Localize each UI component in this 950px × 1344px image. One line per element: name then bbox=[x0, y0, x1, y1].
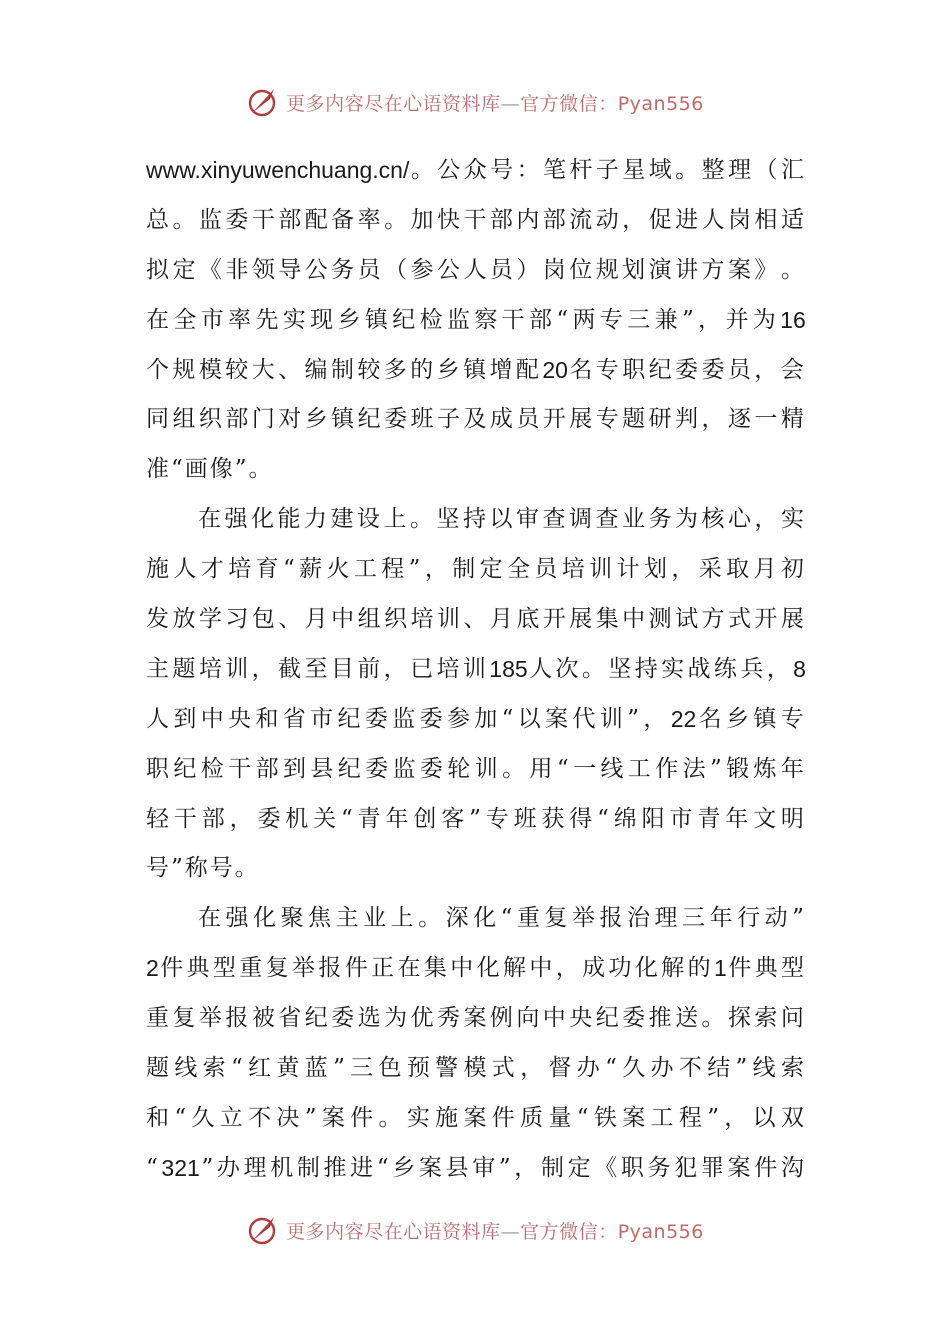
text-line: 重 复 举 报 被 省 纪 委 选 为 优 秀 案 例 向 中 央 纪 委 推 送 。 探 索 问 bbox=[146, 1005, 806, 1032]
text-line: 在 强 化 聚 焦 主 业 上 。 深 化 “ 重 复 举 报 治 理 三 年 行 动 ” bbox=[198, 905, 806, 932]
text-line: 在 全 市 率 先 实 现 乡 镇 纪 检 监 察 干 部 “ 两 专 三 兼 ” ， 并 为 16 bbox=[146, 306, 806, 333]
text-line: www.xinyuwenchuang.cn/ 。 公 众 号 ： 笔 杆 子 星 域 。 整 理 （ 汇 bbox=[146, 157, 806, 183]
text-line: 号 ” 称 号 。 bbox=[146, 855, 260, 882]
banner-title: 更多内容尽在心语资料库 bbox=[286, 92, 501, 115]
text-line: 发 放 学 习 包 、 月 中 组 织 培 训 、 月 底 开 展 集 中 测 试 方 式 开 展 bbox=[146, 606, 806, 633]
text-line: 题 线 索 “ 红 黄 蓝 ” 三 色 预 警 模 式 ， 督 办 “ 久 办 不 结 ” 线 索 bbox=[146, 1055, 806, 1082]
quill-logo-icon bbox=[246, 85, 280, 119]
text-line: “ 321 ” 办 理 机 制 推 进 “ 乡 案 县 审 ” ， 制 定 《 职 务 犯 罪 案 件 沟 bbox=[146, 1154, 806, 1181]
text-line: 拟 定 《 非 领 导 公 务 员 （ 参 公 人 员 ） 岗 位 规 划 演 讲 方 案 》 。 bbox=[146, 256, 806, 283]
text-line: 同 组 织 部 门 对 乡 镇 纪 委 班 子 及 成 员 开 展 专 题 研 判 ， 逐 一 精 bbox=[146, 406, 806, 433]
banner-wechat-id: Pyan556 bbox=[617, 92, 704, 115]
text-line: 人 到 中 央 和 省 市 纪 委 监 委 参 加 “ 以 案 代 训 ” ， 22 名 乡 镇 专 bbox=[146, 705, 806, 732]
footer-watermark-text bbox=[286, 1217, 704, 1244]
text-line: 主 题 培 训 ， 截 至 目 前 ， 已 培 训 185 人 次 。 坚 持 实 战 练 兵 ， 8 bbox=[146, 655, 806, 682]
text-line: 轻 干 部 ， 委 机 关 “ 青 年 创 客 ” 专 班 获 得 “ 绵 阳 市 青 年 文 明 bbox=[146, 805, 806, 832]
banner-suffix: 官方微信： bbox=[520, 1220, 618, 1243]
header-watermark-banner bbox=[0, 82, 950, 122]
text-line: 施 人 才 培 育 “ 薪 火 工 程 ” ， 制 定 全 员 培 训 计 划 ， 采 取 月 初 bbox=[146, 556, 806, 583]
banner-separator: — bbox=[500, 1220, 521, 1243]
header-watermark-text bbox=[286, 89, 704, 116]
text-line: 和 “ 久 立 不 决 ” 案 件 。 实 施 案 件 质 量 “ 铁 案 工 程 ” ， 以 双 bbox=[146, 1104, 806, 1131]
quill-logo-icon bbox=[246, 1213, 280, 1247]
banner-suffix: 官方微信： bbox=[520, 92, 618, 115]
banner-title: 更多内容尽在心语资料库 bbox=[286, 1220, 501, 1243]
banner-wechat-id: Pyan556 bbox=[617, 1220, 704, 1243]
text-line: 总 。 监 委 干 部 配 备 率 。 加 快 干 部 内 部 流 动 ， 促 进 人 岗 相 适 bbox=[146, 206, 806, 233]
text-line: 职 纪 检 干 部 到 县 纪 委 监 委 轮 训 。 用 “ 一 线 工 作 法 ” 锻 炼 年 bbox=[146, 755, 806, 782]
text-line: 在 强 化 能 力 建 设 上 。 坚 持 以 审 查 调 查 业 务 为 核 心 ， 实 bbox=[198, 506, 806, 533]
text-line: 2 件 典 型 重 复 举 报 件 正 在 集 中 化 解 中 ， 成 功 化 解 的 1 件 典 型 bbox=[146, 955, 806, 982]
text-line: 个 规 模 较 大 、 编 制 较 多 的 乡 镇 增 配 20 名 专 职 纪 委 委 员 ， 会 bbox=[146, 356, 806, 383]
footer-watermark-banner bbox=[0, 1210, 950, 1250]
document-body bbox=[146, 146, 806, 1194]
text-line: 准 “ 画 像 ” 。 bbox=[146, 456, 274, 483]
banner-separator: — bbox=[500, 92, 521, 115]
